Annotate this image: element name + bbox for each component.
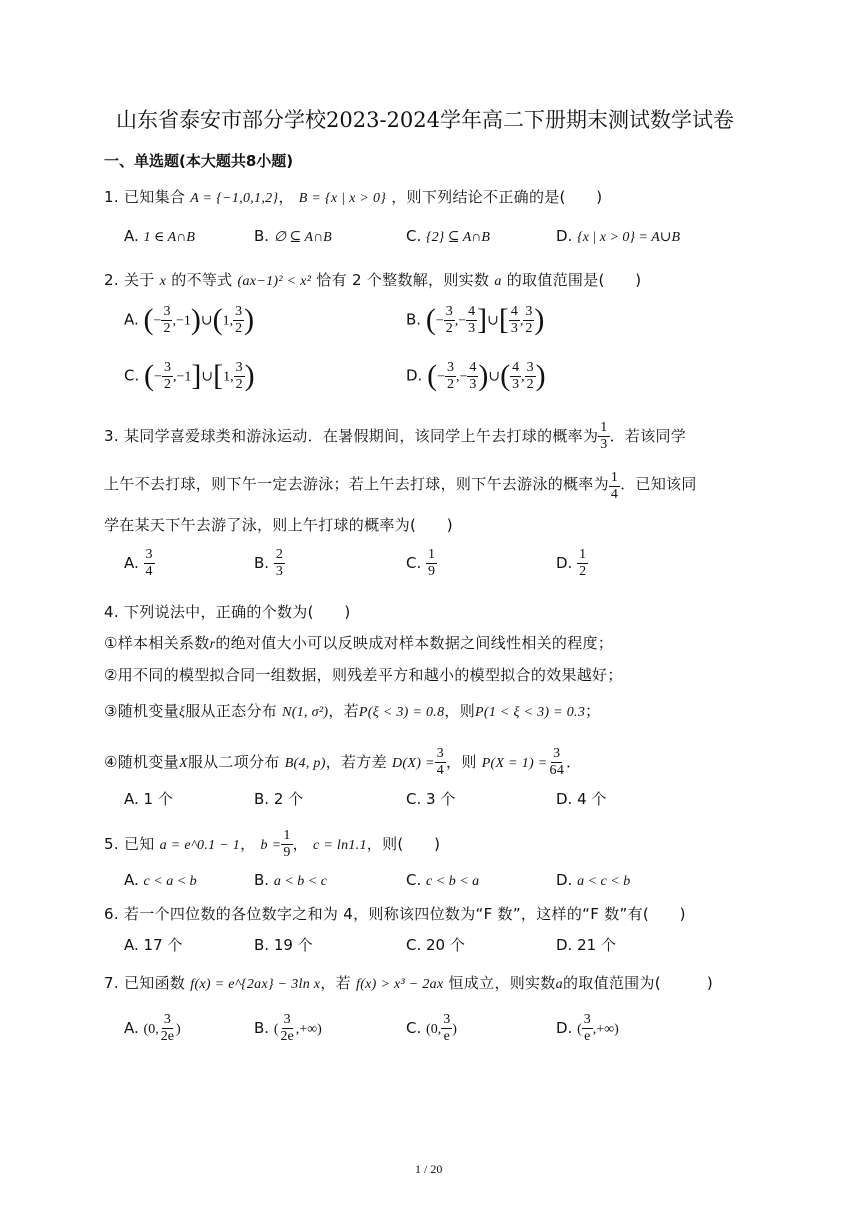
q1-option-b[interactable]: B. ∅ ⊆ A∩B	[254, 227, 332, 245]
q1-option-a[interactable]: A. 1 ∈ A∩B	[124, 227, 195, 245]
question-3-line-1: 3. 某同学喜爱球类和游泳运动．在暑假期间，该同学上午去打球的概率为 $\frac{1}{3}$ ．若该同学	[104, 420, 687, 452]
q1-option-c[interactable]: C. {2} ⊆ A∩B	[406, 227, 490, 245]
question-3-line-2: 上午不去打球，则下午一定去游泳；若上午去打球，则下午去游泳的概率为 $\frac{1}{4}$ ．已知该同	[104, 470, 697, 502]
q1-option-d[interactable]: D. {x | x > 0} = A∪B	[556, 227, 681, 245]
page-title: 山东省泰安市部分学校2023-2024学年高二下册期末测试数学试卷	[116, 108, 734, 132]
q3-option-b[interactable]: B. $\frac{2}{3}$	[254, 547, 283, 579]
q7-option-c[interactable]: C. (0, $\frac{3}{e}$ )	[406, 1012, 457, 1044]
inequality: (ax−1)² < x²	[237, 274, 312, 289]
q5-option-b[interactable]: B. a < b < c	[254, 871, 327, 889]
q7-option-b[interactable]: B. ( $\frac{3}{2e}$ ,+∞)	[254, 1012, 322, 1044]
q4-option-d[interactable]: D. 4 个	[556, 790, 607, 808]
q3-option-c[interactable]: C. $\frac{1}{9}$	[406, 547, 436, 579]
q4-option-c[interactable]: C. 3 个	[406, 790, 456, 808]
q6-option-b[interactable]: B. 19 个	[254, 936, 313, 954]
statement-2: ②用不同的模型拟合同一组数据，则残差平方和越小的模型拟合的效果越好；	[104, 666, 623, 684]
question-6-stem: 6. 若一个四位数的各位数字之和为 4，则称该四位数为“F 数”，这样的“F 数”有( )	[104, 905, 686, 923]
q4-option-b[interactable]: B. 2 个	[254, 790, 304, 808]
question-2-stem: 2. 关于 x 的不等式 (ax−1)² < x² 恰有 2 个整数解，则实数 a 的取值范围是( )	[104, 271, 642, 289]
statement-3: ③随机变量ξ服从正态分布 N(1, σ²)，若P(ξ < 3) = 0.8，则P(1 < ξ < 3) = 0.3；	[104, 702, 601, 720]
q4-option-a[interactable]: A. 1 个	[124, 790, 173, 808]
question-3-line-3: 学在某天下午去游了泳，则上午打球的概率为( )	[104, 516, 453, 534]
q7-option-a[interactable]: A. (0, $\frac{3}{2e}$ )	[124, 1012, 181, 1044]
q6-option-c[interactable]: C. 20 个	[406, 936, 465, 954]
statement-4: ④随机变量X服从二项分布 B(4, p)，若方差 D(X) = $\frac{3}{4}$ ，则 P(X = 1) = $\frac{3}{64}$ ．	[104, 746, 582, 778]
question-1-stem: 1. 已知集合 A = {−1,0,1,2}， B = {x | x > 0} ，则下列结论不正确的是( )	[104, 188, 603, 206]
q6-option-a[interactable]: A. 17 个	[124, 936, 183, 954]
q5-option-d[interactable]: D. a < c < b	[556, 871, 631, 889]
q3-option-a[interactable]: A. $\frac{3}{4}$	[124, 547, 153, 579]
q2-option-d[interactable]: D. (− $\frac{3}{2}$ ,− $\frac{4}{3}$ )∪( $\frac{4}{3}$ , $\frac{3}{2}$ )	[406, 359, 546, 392]
statement-1: ①样本相关系数r的绝对值大小可以反映成对样本数据之间线性相关的程度；	[104, 634, 614, 652]
q5-option-a[interactable]: A. c < a < b	[124, 871, 197, 889]
question-5-stem: 5. 已知 a = e^0.1 − 1， b = $\frac{1}{9}$ ， c = ln1.1，则( )	[104, 828, 441, 860]
section-header: 一、单选题(本大题共8小题)	[104, 152, 294, 170]
question-4-stem: 4. 下列说法中，正确的个数为( )	[104, 603, 351, 621]
set-b: B = {x | x > 0}	[298, 191, 387, 206]
q5-option-c[interactable]: C. c < b < a	[406, 871, 480, 889]
page-number: 1 / 20	[415, 1162, 443, 1176]
q2-option-a[interactable]: A. (− $\frac{3}{2}$ ,−1)∪(1, $\frac{3}{2}$ )	[124, 303, 255, 336]
q6-option-d[interactable]: D. 21 个	[556, 936, 616, 954]
set-a: A = {−1,0,1,2}	[190, 191, 279, 206]
question-7-stem: 7. 已知函数 f(x) = e^{2ax} − 3ln x，若 f(x) > x³ − 2ax 恒成立，则实数a的取值范围为( )	[104, 974, 713, 992]
q3-option-d[interactable]: D. $\frac{1}{2}$	[556, 547, 587, 579]
q2-option-c[interactable]: C. (− $\frac{3}{2}$ ,−1]∪[1, $\frac{3}{2}$ )	[124, 359, 255, 392]
q2-option-b[interactable]: B. (− $\frac{3}{2}$ ,− $\frac{4}{3}$ ]∪[ $\frac{4}{3}$ , $\frac{3}{2}$ )	[406, 303, 545, 336]
q7-option-d[interactable]: D. ( $\frac{3}{e}$ ,+∞)	[556, 1012, 619, 1044]
